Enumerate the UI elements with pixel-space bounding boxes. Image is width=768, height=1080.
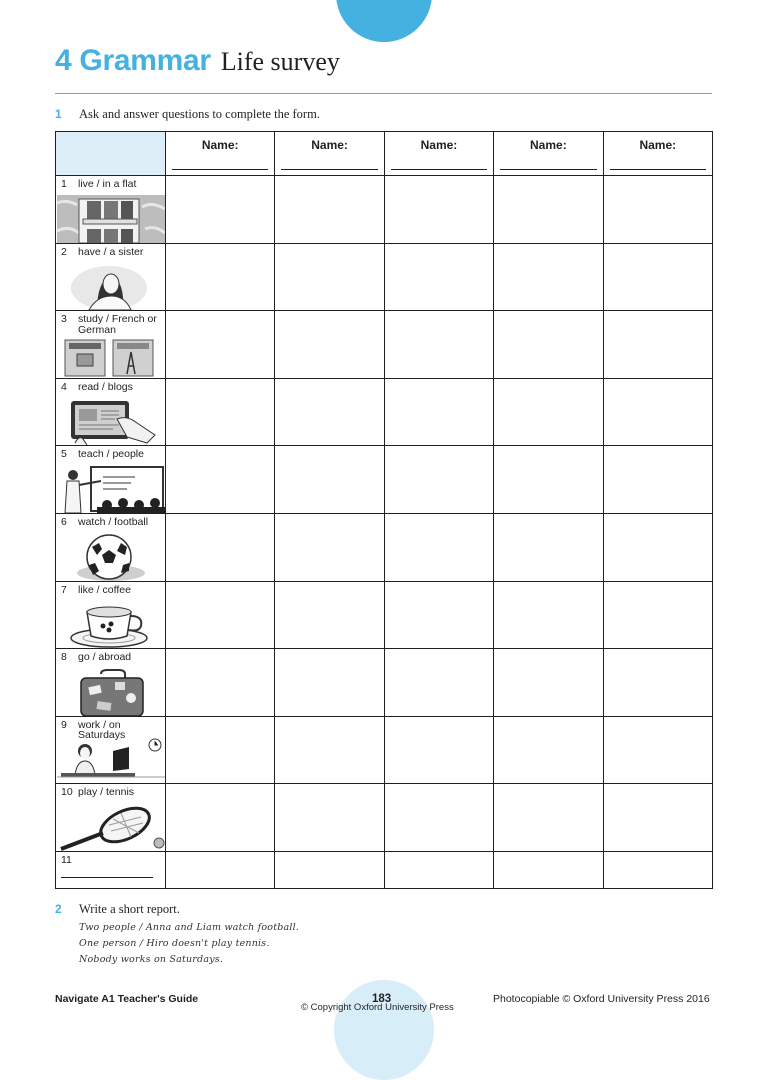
- answer-cell[interactable]: [166, 243, 275, 311]
- answer-cell[interactable]: [166, 581, 275, 649]
- answer-cell[interactable]: [275, 176, 384, 244]
- answer-cell[interactable]: [603, 649, 712, 717]
- answer-cell[interactable]: [603, 851, 712, 888]
- question-label: [61, 855, 165, 866]
- answer-cell[interactable]: [384, 311, 493, 379]
- header-corner-cell: [56, 132, 166, 176]
- title-divider: [55, 93, 712, 94]
- answer-cell[interactable]: [275, 716, 384, 784]
- answer-cell[interactable]: [166, 176, 275, 244]
- question-label: [61, 382, 165, 393]
- question-cell: [56, 176, 166, 244]
- exercise-2-text: Write a short report.: [79, 902, 180, 916]
- answer-cell[interactable]: [384, 784, 493, 852]
- exercise-1-number: 1: [55, 107, 62, 121]
- answer-cell[interactable]: [166, 851, 275, 888]
- title-sub: Life survey: [220, 47, 340, 76]
- question-text: go / abroad: [78, 651, 132, 664]
- answer-cell[interactable]: [275, 581, 384, 649]
- name-underline: [500, 169, 596, 170]
- table-row: [56, 378, 713, 446]
- question-number: 10: [61, 786, 73, 799]
- question-label: [61, 449, 165, 460]
- name-header[interactable]: [494, 132, 603, 176]
- question-label: [61, 179, 165, 190]
- top-decorative-circle: [336, 0, 432, 42]
- answer-cell[interactable]: [603, 176, 712, 244]
- table-row: [56, 176, 713, 244]
- answer-cell[interactable]: [166, 784, 275, 852]
- answer-cell[interactable]: [166, 446, 275, 514]
- page-number: 183: [372, 993, 392, 1005]
- answer-cell[interactable]: [494, 784, 603, 852]
- answer-cell[interactable]: [166, 311, 275, 379]
- survey-table: [55, 131, 713, 889]
- question-cell: [56, 716, 166, 784]
- answer-cell[interactable]: [494, 176, 603, 244]
- question-text: have / a sister: [78, 245, 144, 258]
- answer-cell[interactable]: [384, 176, 493, 244]
- report-example: Two people / Anna and Liam watch football.: [79, 922, 300, 933]
- answer-cell[interactable]: [384, 243, 493, 311]
- report-example: One person / Hiro doesn't play tennis.: [79, 938, 270, 949]
- table-row: [56, 716, 713, 784]
- name-label: Name:: [311, 138, 348, 152]
- question-label: [61, 517, 165, 528]
- question-cell: [56, 784, 166, 852]
- answer-cell[interactable]: [275, 446, 384, 514]
- answer-cell[interactable]: [275, 851, 384, 888]
- table-header-row: [56, 132, 713, 176]
- question-cell: [56, 513, 166, 581]
- question-number: 2: [61, 245, 67, 258]
- answer-cell[interactable]: [603, 446, 712, 514]
- books-icon: [57, 330, 165, 378]
- answer-cell[interactable]: [275, 311, 384, 379]
- footer-photocopiable: Photocopiable © Oxford University Press 2016: [493, 993, 710, 1005]
- name-underline: [172, 169, 268, 170]
- answer-cell[interactable]: [384, 851, 493, 888]
- answer-cell[interactable]: [166, 513, 275, 581]
- question-number: 8: [61, 651, 67, 664]
- table-row: [56, 243, 713, 311]
- name-underline: [610, 169, 706, 170]
- report-example: Nobody works on Saturdays.: [79, 954, 224, 965]
- page-title: [55, 44, 340, 78]
- table-row: [56, 311, 713, 379]
- answer-cell[interactable]: [384, 513, 493, 581]
- answer-cell[interactable]: [494, 378, 603, 446]
- suitcase-icon: [57, 668, 165, 716]
- name-label: Name:: [530, 138, 567, 152]
- question-label: [61, 787, 165, 798]
- answer-cell[interactable]: [275, 243, 384, 311]
- question-text: play / tennis: [78, 786, 135, 799]
- question-text: read / blogs: [78, 380, 133, 393]
- table-row: [56, 581, 713, 649]
- answer-cell[interactable]: [166, 716, 275, 784]
- answer-cell[interactable]: [603, 243, 712, 311]
- question-text: watch / football: [78, 515, 149, 528]
- name-underline: [281, 169, 377, 170]
- table-row: [56, 446, 713, 514]
- question-cell: [56, 581, 166, 649]
- name-header[interactable]: [384, 132, 493, 176]
- answer-cell[interactable]: [603, 311, 712, 379]
- answer-cell[interactable]: [275, 378, 384, 446]
- answer-cell[interactable]: [603, 581, 712, 649]
- answer-cell[interactable]: [166, 649, 275, 717]
- question-label: [61, 585, 165, 596]
- name-underline: [391, 169, 487, 170]
- question-number: 1: [61, 178, 67, 190]
- table-row: [56, 649, 713, 717]
- answer-cell[interactable]: [494, 311, 603, 379]
- answer-cell[interactable]: [494, 716, 603, 784]
- table-row: [56, 513, 713, 581]
- question-number: 11: [61, 853, 72, 866]
- exercise-2-number: 2: [55, 902, 62, 916]
- blank-question-line: [61, 877, 153, 878]
- answer-cell[interactable]: [603, 513, 712, 581]
- answer-cell[interactable]: [494, 243, 603, 311]
- question-text: like / coffee: [78, 583, 131, 596]
- footer-book-title: Navigate A1 Teacher's Guide: [55, 993, 199, 1005]
- answer-cell[interactable]: [275, 513, 384, 581]
- flat-building-icon: [57, 195, 165, 243]
- question-cell: [56, 243, 166, 311]
- answer-cell[interactable]: [275, 784, 384, 852]
- question-label: [61, 652, 165, 663]
- office-worker-icon: [57, 735, 165, 783]
- answer-cell[interactable]: [384, 649, 493, 717]
- name-header[interactable]: [275, 132, 384, 176]
- question-number: 5: [61, 448, 67, 461]
- question-number: 6: [61, 515, 67, 528]
- answer-cell[interactable]: [494, 649, 603, 717]
- answer-cell[interactable]: [494, 581, 603, 649]
- answer-cell[interactable]: [494, 851, 603, 888]
- tennis-racket-icon: [57, 803, 165, 851]
- answer-cell[interactable]: [603, 716, 712, 784]
- answer-cell[interactable]: [494, 513, 603, 581]
- question-number: 4: [61, 380, 67, 393]
- title-main: 4 Grammar: [55, 44, 211, 77]
- exercise-1-instruction: [55, 107, 320, 122]
- name-label: Name:: [201, 138, 239, 152]
- exercise-1-text: Ask and answer questions to complete the form.: [79, 107, 320, 121]
- question-cell: [56, 446, 166, 514]
- answer-cell[interactable]: [166, 378, 275, 446]
- coffee-cup-icon: [57, 600, 165, 648]
- footer-copyright: © Copyright Oxford University Press: [301, 1002, 454, 1013]
- answer-cell[interactable]: [384, 716, 493, 784]
- name-label: Name:: [420, 138, 458, 152]
- question-number: 7: [61, 583, 67, 596]
- table-row: [56, 784, 713, 852]
- question-cell: [56, 311, 166, 379]
- question-cell[interactable]: [56, 851, 166, 888]
- question-label: [61, 247, 165, 258]
- name-header[interactable]: [166, 132, 275, 176]
- answer-cell[interactable]: [384, 446, 493, 514]
- answer-cell[interactable]: [384, 581, 493, 649]
- tablet-icon: [57, 397, 165, 445]
- question-number: 3: [61, 313, 67, 326]
- teacher-icon: [57, 465, 165, 513]
- answer-cell[interactable]: [494, 446, 603, 514]
- table-row: [56, 851, 713, 888]
- name-header[interactable]: [603, 132, 712, 176]
- question-text: study / French or German: [78, 313, 157, 336]
- exercise-2-instruction: [55, 902, 180, 917]
- sister-portrait-icon: [57, 262, 165, 310]
- name-label: Name:: [639, 138, 677, 152]
- answer-cell[interactable]: [384, 378, 493, 446]
- answer-cell[interactable]: [603, 784, 712, 852]
- answer-cell[interactable]: [275, 649, 384, 717]
- question-cell: [56, 649, 166, 717]
- answer-cell[interactable]: [603, 378, 712, 446]
- football-icon: [57, 533, 165, 581]
- question-number: 9: [61, 718, 67, 731]
- question-text: work / on Saturdays: [78, 718, 126, 742]
- question-text: teach / people: [78, 448, 144, 461]
- question-cell: [56, 378, 166, 446]
- question-text: live / in a flat: [78, 178, 137, 190]
